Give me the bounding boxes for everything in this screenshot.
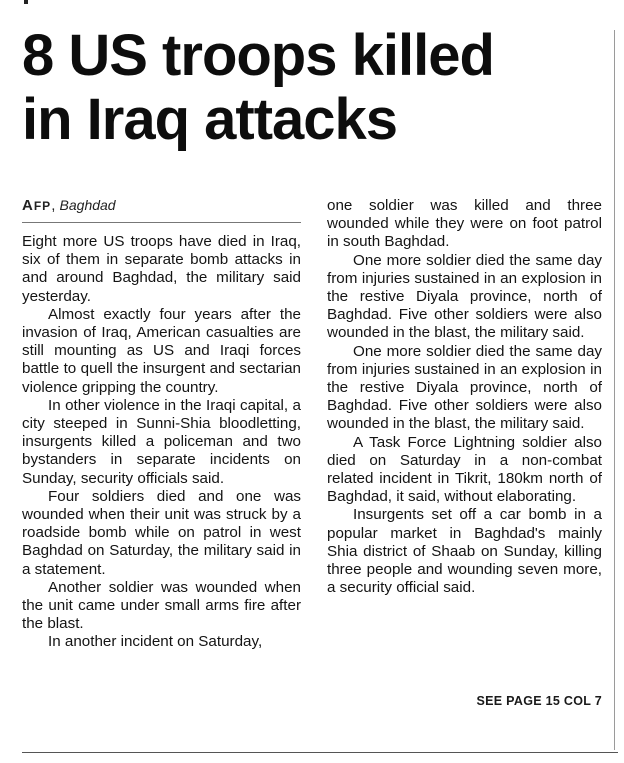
headline-line-2: in Iraq attacks <box>22 87 398 152</box>
paragraph: one soldier was killed and three wounded while they were on foot patrol in south Baghdad. <box>327 197 602 251</box>
byline-agency <box>22 197 51 214</box>
paragraph: In other violence in the Iraqi capital, a city steeped in Sunni-Shia bloodletting, insurgents killed a policeman and two bystanders in separate incidents on Sunday, security officials said. <box>22 396 301 487</box>
paragraph: One more soldier died the same day from injuries sustained in an explosion in the restive Diyala province, north of Baghdad. Five other soldiers were also wounded in the blast, the military said. <box>327 342 602 433</box>
byline <box>22 196 301 215</box>
paragraph: Almost exactly four years after the invasion of Iraq, American casualties are still mounting as US and Iraqi forces battle to quell the insurgent and sectarian violence gripping the country. <box>22 305 301 396</box>
byline-separator: , <box>51 197 56 214</box>
byline-rule <box>22 222 301 223</box>
paragraph: Insurgents set off a car bomb in a popular market in Baghdad's mainly Shia district of Shaab on Sunday, killing three people and wounding seven more, a security official said. <box>327 506 602 597</box>
byline-place: Baghdad <box>59 197 116 213</box>
column-rule-right <box>614 30 615 750</box>
byline-agency-rest: FP <box>33 199 52 213</box>
paragraph: In another incident on Saturday, <box>48 633 263 651</box>
paragraph: Four soldiers died and one was wounded when their unit was struck by a roadside bomb while on patrol in west Baghdad on Saturday, the military said in a statement. <box>22 487 301 578</box>
paragraph: Another soldier was wounded when the unit came under small arms fire after the blast. <box>22 578 301 633</box>
page-edge-mark <box>24 0 28 4</box>
paragraph: A Task Force Lightning soldier also died on Saturday in a non-combat related incident in Tikrit, 180km north of Baghdad, it said, without elaborating. <box>327 433 602 506</box>
headline-line-1: 8 US troops killed <box>22 23 494 88</box>
paragraph: Eight more US troops have died in Iraq, six of them in separate bomb attacks in and around Baghdad, the military said yesterday. <box>22 233 301 305</box>
byline-agency-initial: A <box>22 197 34 214</box>
byline-block <box>22 196 301 215</box>
headline <box>22 24 612 152</box>
continuation-link[interactable]: SEE PAGE 15 COL 7 <box>476 694 602 708</box>
paragraph: One more soldier died the same day from injuries sustained in an explosion in the restive Diyala province, north of Baghdad. Five other soldiers were also wounded in the blast, the military said. <box>327 251 602 342</box>
article-column-left <box>22 233 301 652</box>
bottom-rule <box>22 752 618 753</box>
article-column-right <box>327 197 602 597</box>
